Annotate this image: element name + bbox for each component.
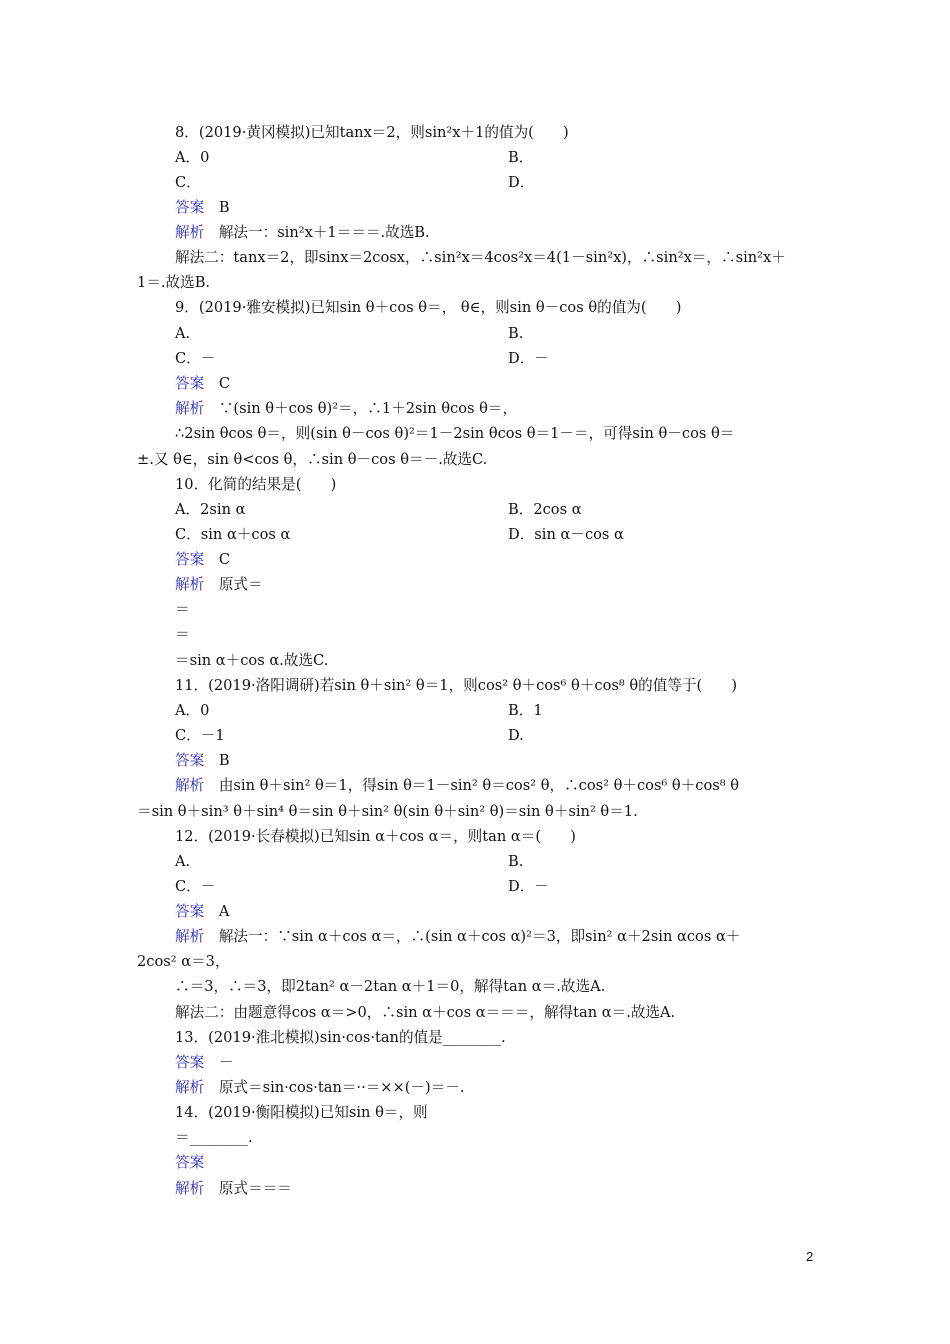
answer-label: 答案 xyxy=(175,199,205,216)
question-9: 9．(2019·雅安模拟)已知sin θ＋cos θ＝， θ∈，则sin θ－cos θ的值为( ) xyxy=(175,299,682,316)
q13-analysis-row xyxy=(175,1079,465,1097)
q10-option-a: A．2sin α xyxy=(175,501,246,518)
question-12: 12．(2019·长春模拟)已知sin α＋cos α＝，则tan α＝( ) xyxy=(175,828,576,845)
question-14-blank: ＝________. xyxy=(175,1129,253,1146)
analysis-label: 解析 xyxy=(175,576,205,593)
q9-analysis-row xyxy=(175,400,517,418)
answer-label: 答案 xyxy=(175,375,205,392)
q9-option-b: B. xyxy=(508,325,524,342)
q9-analysis-line: ±.又 θ∈，sin θ<cos θ，∴sin θ－cos θ＝－.故选C. xyxy=(137,451,488,468)
q9-option-c: C．－ xyxy=(175,350,216,367)
question-14: 14．(2019·衡阳模拟)已知sin θ＝，则 xyxy=(175,1104,428,1121)
q10-option-b: B．2cos α xyxy=(508,501,582,518)
analysis-text: 由sin θ＋sin² θ＝1，得sin θ＝1－sin² θ＝cos² θ，∴cos² θ＋cos⁶ θ＋cos⁸ θ xyxy=(218,777,740,794)
answer-label: 答案 xyxy=(175,1154,205,1171)
q14-answer-row xyxy=(175,1154,204,1172)
q12-option-a: A. xyxy=(175,853,191,870)
question-11: 11．(2019·洛阳调研)若sin θ＋sin² θ＝1，则cos² θ＋cos⁶ θ＋cos⁸ θ的值等于( ) xyxy=(175,677,738,694)
q8-analysis-row xyxy=(175,224,430,242)
analysis-text: 原式＝sin·cos·tan＝··＝××(－)＝－. xyxy=(218,1079,465,1096)
q11-option-b: B．1 xyxy=(508,702,543,719)
q10-answer-row xyxy=(175,551,230,569)
q10-analysis-line: ＝ xyxy=(175,601,190,618)
q9-answer-row xyxy=(175,375,230,393)
analysis-label: 解析 xyxy=(175,400,205,417)
analysis-label: 解析 xyxy=(175,1079,205,1096)
question-8: 8．(2019·黄冈模拟)已知tanx＝2，则sin²x＋1的值为( ) xyxy=(175,124,569,141)
q9-option-d: D．－ xyxy=(508,350,549,367)
q12-answer-row xyxy=(175,903,229,921)
answer-label: 答案 xyxy=(175,1054,205,1071)
q12-option-b: B. xyxy=(508,853,524,870)
q8-option-d: D． xyxy=(508,174,535,191)
q9-analysis-line: ∴2sin θcos θ＝，则(sin θ－cos θ)²＝1－2sin θcos θ＝1－＝，可得sin θ－cos θ＝ xyxy=(175,425,735,442)
q14-analysis-row xyxy=(175,1180,292,1198)
q11-answer-row xyxy=(175,752,230,770)
q10-option-c: C．sin α＋cos α xyxy=(175,526,291,543)
q12-option-d: D．－ xyxy=(508,878,549,895)
analysis-label: 解析 xyxy=(175,928,205,945)
analysis-text: 原式＝ xyxy=(218,576,263,593)
analysis-text: 解法一：sin²x＋1＝＝＝.故选B. xyxy=(218,224,430,241)
q12-analysis-row xyxy=(175,928,740,946)
analysis-label: 解析 xyxy=(175,1180,205,1197)
answer-value: A xyxy=(218,903,230,920)
q11-analysis-line: ＝sin θ＋sin³ θ＋sin⁴ θ＝sin θ＋sin² θ(sin θ＋sin² θ)＝sin θ＋sin² θ＝1. xyxy=(137,803,638,820)
q8-option-c: C． xyxy=(175,174,201,191)
answer-value: B xyxy=(218,199,230,216)
analysis-label: 解析 xyxy=(175,224,205,241)
answer-value: B xyxy=(218,752,230,769)
q11-analysis-row xyxy=(175,777,739,795)
q8-option-a: A．0 xyxy=(175,149,210,166)
analysis-label: 解析 xyxy=(175,777,205,794)
q12-analysis-line: ∴＝3，∴＝3，即2tan² α－2tan α＋1＝0，解得tan α＝.故选A. xyxy=(175,978,606,995)
q12-option-c: C．－ xyxy=(175,878,216,895)
answer-label: 答案 xyxy=(175,752,205,769)
q10-analysis-row xyxy=(175,576,263,594)
page-number: 2 xyxy=(806,1249,814,1264)
q11-option-c: C．－1 xyxy=(175,727,225,744)
q8-analysis-line: 1＝.故选B. xyxy=(137,274,211,291)
q10-analysis-line: ＝sin α＋cos α.故选C. xyxy=(175,652,329,669)
answer-label: 答案 xyxy=(175,551,205,568)
answer-value: C xyxy=(218,551,230,568)
q8-option-b: B． xyxy=(508,149,534,166)
answer-value: － xyxy=(218,1054,234,1071)
answer-value: C xyxy=(218,375,230,392)
analysis-text: 原式＝＝＝ xyxy=(218,1180,292,1197)
q12-analysis-line: 2cos² α＝3， xyxy=(137,953,230,970)
analysis-text: 解法一：∵sin α＋cos α＝，∴(sin α＋cos α)²＝3，即sin² α＋2sin αcos α＋ xyxy=(218,928,741,945)
q13-answer-row xyxy=(175,1054,233,1072)
question-10: 10．化简的结果是( ) xyxy=(175,476,337,493)
q10-analysis-line: ＝ xyxy=(175,626,190,643)
q11-option-d: D. xyxy=(508,727,524,744)
q11-option-a: A．0 xyxy=(175,702,210,719)
question-13: 13．(2019·淮北模拟)sin·cos·tan的值是________. xyxy=(175,1029,506,1046)
q12-analysis-line: 解法二：由题意得cos α＝>0，∴sin α＋cos α＝＝＝，解得tan α＝.故选A. xyxy=(175,1004,676,1021)
q8-analysis-line: 解法二：tanx＝2，即sinx＝2cosx，∴sin²x＝4cos²x＝4(1－sin²x)，∴sin²x＝，∴sin²x＋ xyxy=(175,249,786,266)
analysis-text: ∵(sin θ＋cos θ)²＝，∴1＋2sin θcos θ＝， xyxy=(218,400,518,417)
answer-label: 答案 xyxy=(175,903,205,920)
q9-option-a: A. xyxy=(175,325,191,342)
q10-option-d: D．sin α－cos α xyxy=(508,526,624,543)
q8-answer-row xyxy=(175,199,230,217)
